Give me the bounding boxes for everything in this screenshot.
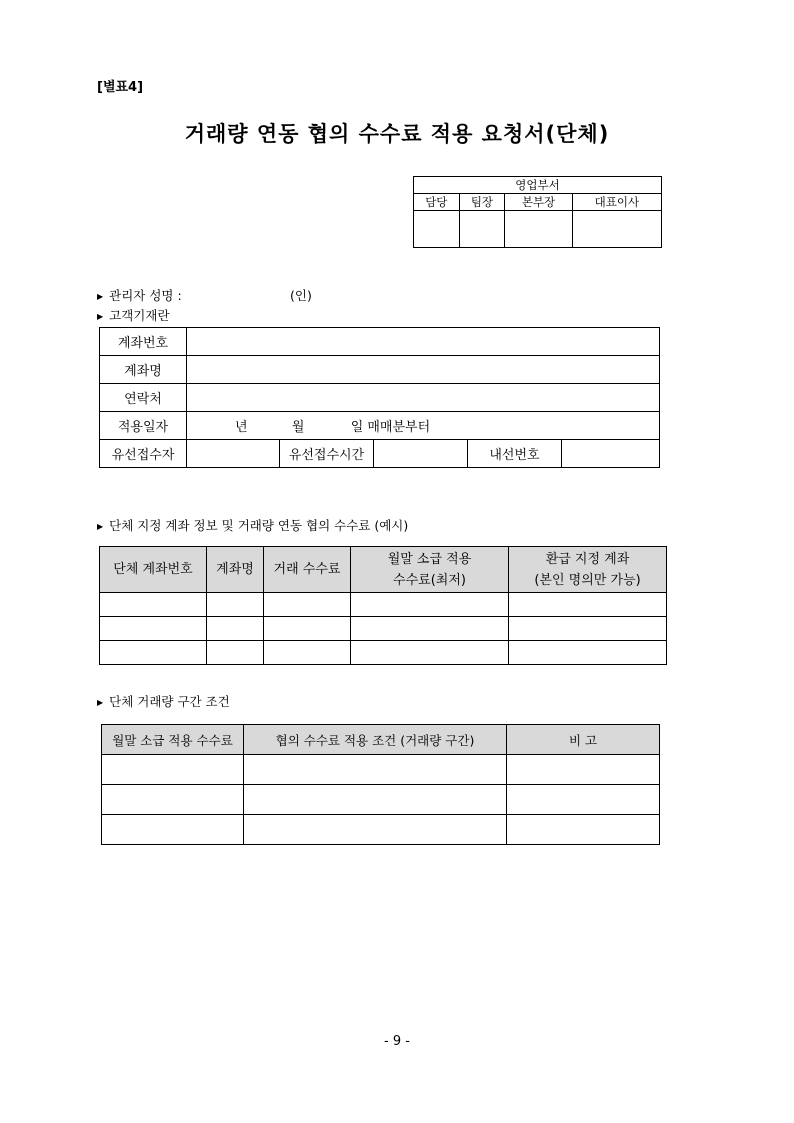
manager-label: 관리자 성명 :: [109, 288, 182, 303]
column-header: [509, 547, 667, 593]
phone-time-field[interactable]: [374, 440, 468, 468]
customer-section-label: 고객기재란: [109, 308, 170, 323]
group-account-label: 단체 지정 계좌 정보 및 거래량 연동 협의 수수료 (예시): [109, 518, 409, 533]
column-header: [351, 547, 509, 593]
table-cell[interactable]: [207, 593, 264, 617]
contact-label: 연락처: [100, 384, 187, 412]
table-row: [100, 641, 667, 665]
extension-label: 내선번호: [468, 440, 562, 468]
phone-receiver-field[interactable]: [187, 440, 280, 468]
bullet-icon: ▶: [97, 292, 104, 301]
table-cell[interactable]: [351, 593, 509, 617]
approval-box: [413, 176, 662, 248]
column-header-line: 환급 지정 계좌: [545, 551, 630, 567]
day-from-label: 일 매매분부터: [350, 420, 431, 435]
column-header: 월말 소급 적용 수수료: [102, 725, 244, 755]
customer-section-heading: [97, 306, 170, 324]
column-header-line: (본인 명의만 가능): [534, 572, 641, 588]
group-account-table: [99, 546, 667, 665]
approval-sign-cell[interactable]: [505, 211, 572, 248]
bullet-icon: ▶: [97, 522, 104, 531]
table-cell[interactable]: [509, 593, 667, 617]
table-cell[interactable]: [509, 617, 667, 641]
page-title: 거래량 연동 협의 수수료 적용 요청서(단체): [184, 122, 610, 146]
phone-time-label: 유선접수시간: [280, 440, 374, 468]
approval-sign-cell[interactable]: [459, 211, 505, 248]
phone-receiver-label: 유선접수자: [100, 440, 187, 468]
table-cell[interactable]: [509, 641, 667, 665]
approval-role: 담당: [414, 194, 460, 211]
approval-role: 대표이사: [572, 194, 661, 211]
account-no-label: 계좌번호: [100, 328, 187, 356]
account-name-label: 계좌명: [100, 356, 187, 384]
column-header: 비 고: [507, 725, 660, 755]
table-row: [102, 815, 660, 845]
bullet-icon: ▶: [97, 698, 104, 707]
table-cell[interactable]: [264, 593, 351, 617]
table-cell[interactable]: [264, 641, 351, 665]
table-cell[interactable]: [100, 593, 207, 617]
table-cell[interactable]: [100, 617, 207, 641]
volume-condition-table: [101, 724, 660, 845]
page-number: - 9 -: [384, 1034, 410, 1049]
table-cell[interactable]: [351, 617, 509, 641]
column-header-line: 수수료(최저): [393, 572, 466, 588]
table-cell[interactable]: [102, 785, 244, 815]
table-cell[interactable]: [100, 641, 207, 665]
approval-role: 팀장: [459, 194, 505, 211]
account-no-field[interactable]: [187, 328, 660, 356]
table-cell[interactable]: [244, 785, 507, 815]
table-cell[interactable]: [102, 755, 244, 785]
table-row: [102, 755, 660, 785]
customer-info-table: [99, 327, 660, 468]
year-label: 년: [235, 420, 248, 435]
table-row: [102, 785, 660, 815]
table-cell[interactable]: [244, 755, 507, 785]
column-header: 거래 수수료: [264, 547, 351, 593]
table-cell[interactable]: [207, 641, 264, 665]
column-header: 계좌명: [207, 547, 264, 593]
table-cell[interactable]: [102, 815, 244, 845]
contact-field[interactable]: [187, 384, 660, 412]
group-account-heading: [97, 516, 408, 534]
seal-mark: (인): [290, 288, 312, 303]
bullet-icon: ▶: [97, 312, 104, 321]
column-header: 협의 수수료 적용 조건 (거래량 구간): [244, 725, 507, 755]
manager-line: [97, 286, 312, 304]
volume-label: 단체 거래량 구간 조건: [109, 694, 230, 709]
apply-date-label: 적용일자: [100, 412, 187, 440]
approval-sign-cell[interactable]: [414, 211, 460, 248]
month-label: 월: [291, 420, 305, 435]
table-cell[interactable]: [207, 617, 264, 641]
table-cell[interactable]: [507, 785, 660, 815]
column-header: 단체 계좌번호: [100, 547, 207, 593]
approval-role: 본부장: [505, 194, 572, 211]
volume-heading: [97, 692, 230, 710]
table-row: [100, 593, 667, 617]
table-cell[interactable]: [507, 815, 660, 845]
account-name-field[interactable]: [187, 356, 660, 384]
table-cell[interactable]: [507, 755, 660, 785]
column-header-line: 월말 소급 적용: [387, 551, 472, 567]
table-cell[interactable]: [351, 641, 509, 665]
table-cell[interactable]: [244, 815, 507, 845]
approval-group-header: 영업부서: [414, 177, 662, 194]
table-row: [100, 617, 667, 641]
approval-sign-cell[interactable]: [572, 211, 661, 248]
table-cell[interactable]: [264, 617, 351, 641]
extension-field[interactable]: [562, 440, 660, 468]
appendix-label: [별표4]: [97, 80, 144, 95]
apply-date-field[interactable]: [187, 412, 660, 440]
